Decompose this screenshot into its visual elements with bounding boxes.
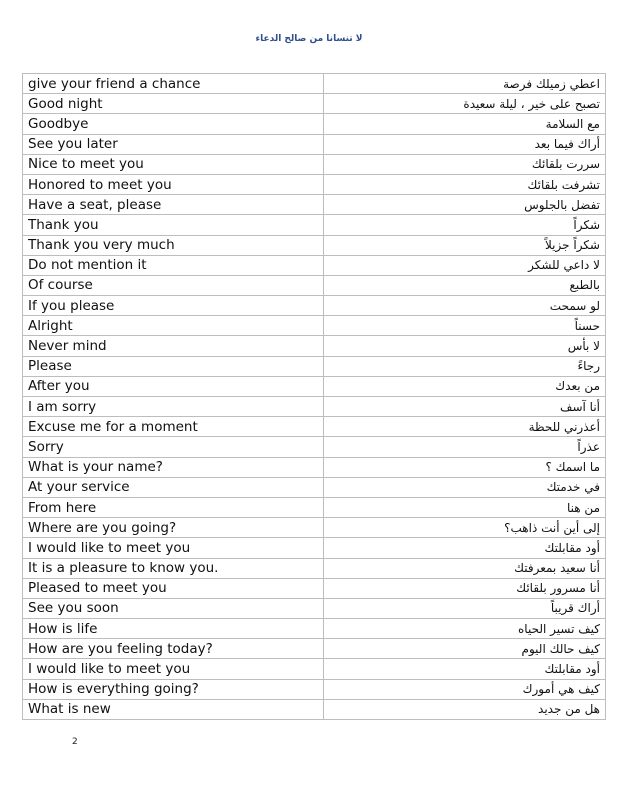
page-number: 2 — [72, 737, 78, 747]
english-phrase-cell: See you soon — [23, 598, 324, 618]
english-phrase-cell: Sorry — [23, 437, 324, 457]
english-phrase-cell: How is life — [23, 619, 324, 639]
english-phrase-cell: Good night — [23, 94, 324, 114]
arabic-phrase-cell: شكراً — [324, 215, 606, 235]
table-row — [23, 376, 606, 396]
english-phrase-cell: Where are you going? — [23, 518, 324, 538]
english-phrase-cell: At your service — [23, 477, 324, 497]
arabic-phrase-cell: أنا مسرور بلقائك — [324, 578, 606, 598]
table-row — [23, 316, 606, 336]
table-row — [23, 457, 606, 477]
arabic-phrase-cell: سررت بلقائك — [324, 154, 606, 174]
english-phrase-cell: Alright — [23, 316, 324, 336]
arabic-phrase-cell: لا بأس — [324, 336, 606, 356]
table-row — [23, 336, 606, 356]
table-row — [23, 558, 606, 578]
english-phrase-cell: Of course — [23, 275, 324, 295]
table-row — [23, 235, 606, 255]
english-phrase-cell: What is new — [23, 699, 324, 719]
table-row — [23, 134, 606, 154]
table-row — [23, 255, 606, 275]
table-row — [23, 679, 606, 699]
table-row — [23, 195, 606, 215]
table-row — [23, 699, 606, 719]
english-phrase-cell: Please — [23, 356, 324, 376]
arabic-phrase-cell: شكراً جزيلاً — [324, 235, 606, 255]
arabic-phrase-cell: لا داعي للشكر — [324, 255, 606, 275]
english-phrase-cell: Thank you — [23, 215, 324, 235]
table-row — [23, 215, 606, 235]
table-row — [23, 437, 606, 457]
english-phrase-cell: Nice to meet you — [23, 154, 324, 174]
english-phrase-cell: Pleased to meet you — [23, 578, 324, 598]
arabic-phrase-cell: حسناً — [324, 316, 606, 336]
arabic-phrase-cell: أعذرني للحظة — [324, 417, 606, 437]
english-phrase-cell: I am sorry — [23, 397, 324, 417]
english-phrase-cell: Never mind — [23, 336, 324, 356]
arabic-phrase-cell: في خدمتك — [324, 477, 606, 497]
arabic-phrase-cell: لو سمحت — [324, 296, 606, 316]
table-row — [23, 619, 606, 639]
arabic-phrase-cell: رجاءً — [324, 356, 606, 376]
english-phrase-cell: Goodbye — [23, 114, 324, 134]
english-phrase-cell: Thank you very much — [23, 235, 324, 255]
table-row — [23, 477, 606, 497]
table-row — [23, 94, 606, 114]
phrase-table-body — [23, 74, 606, 720]
table-row — [23, 659, 606, 679]
arabic-phrase-cell: بالطبع — [324, 275, 606, 295]
table-row — [23, 578, 606, 598]
arabic-phrase-cell: أود مقابلتك — [324, 659, 606, 679]
table-row — [23, 296, 606, 316]
table-row — [23, 417, 606, 437]
table-row — [23, 114, 606, 134]
arabic-phrase-cell: أراك قريباً — [324, 598, 606, 618]
table-row — [23, 154, 606, 174]
english-phrase-cell: From here — [23, 497, 324, 517]
table-row — [23, 275, 606, 295]
phrase-table — [22, 73, 606, 720]
arabic-phrase-cell: ما اسمك ؟ — [324, 457, 606, 477]
english-phrase-cell: give your friend a chance — [23, 74, 324, 94]
table-row — [23, 518, 606, 538]
arabic-phrase-cell: من هنا — [324, 497, 606, 517]
english-phrase-cell: Do not mention it — [23, 255, 324, 275]
arabic-phrase-cell: اعطي زميلك فرصة — [324, 74, 606, 94]
arabic-phrase-cell: أود مقابلتك — [324, 538, 606, 558]
arabic-phrase-cell: عذراً — [324, 437, 606, 457]
table-row — [23, 174, 606, 194]
english-phrase-cell: How is everything going? — [23, 679, 324, 699]
english-phrase-cell: It is a pleasure to know you. — [23, 558, 324, 578]
table-row — [23, 397, 606, 417]
english-phrase-cell: Have a seat, please — [23, 195, 324, 215]
arabic-phrase-cell: إلى أين أنت ذاهب؟ — [324, 518, 606, 538]
arabic-phrase-cell: من بعدك — [324, 376, 606, 396]
english-phrase-cell: See you later — [23, 134, 324, 154]
english-phrase-cell: What is your name? — [23, 457, 324, 477]
arabic-phrase-cell: أنا آسف — [324, 397, 606, 417]
arabic-phrase-cell: هل من جديد — [324, 699, 606, 719]
english-phrase-cell: I would like to meet you — [23, 659, 324, 679]
table-row — [23, 356, 606, 376]
arabic-phrase-cell: أراك فيما بعد — [324, 134, 606, 154]
arabic-phrase-cell: مع السلامة — [324, 114, 606, 134]
page-header: لا تنسانا من صالح الدعاء — [255, 34, 363, 44]
table-row — [23, 497, 606, 517]
english-phrase-cell: Excuse me for a moment — [23, 417, 324, 437]
arabic-phrase-cell: كيف تسير الحياه — [324, 619, 606, 639]
arabic-phrase-cell: كيف حالك اليوم — [324, 639, 606, 659]
arabic-phrase-cell: تصبح على خير ، ليلة سعيدة — [324, 94, 606, 114]
english-phrase-cell: I would like to meet you — [23, 538, 324, 558]
english-phrase-cell: If you please — [23, 296, 324, 316]
arabic-phrase-cell: تشرفت بلقائك — [324, 174, 606, 194]
arabic-phrase-cell: تفضل بالجلوس — [324, 195, 606, 215]
arabic-phrase-cell: كيف هي أمورك — [324, 679, 606, 699]
table-row — [23, 598, 606, 618]
arabic-phrase-cell: أنا سعيد بمعرفتك — [324, 558, 606, 578]
english-phrase-cell: After you — [23, 376, 324, 396]
table-row — [23, 538, 606, 558]
english-phrase-cell: How are you feeling today? — [23, 639, 324, 659]
table-row — [23, 639, 606, 659]
english-phrase-cell: Honored to meet you — [23, 174, 324, 194]
table-row — [23, 74, 606, 94]
